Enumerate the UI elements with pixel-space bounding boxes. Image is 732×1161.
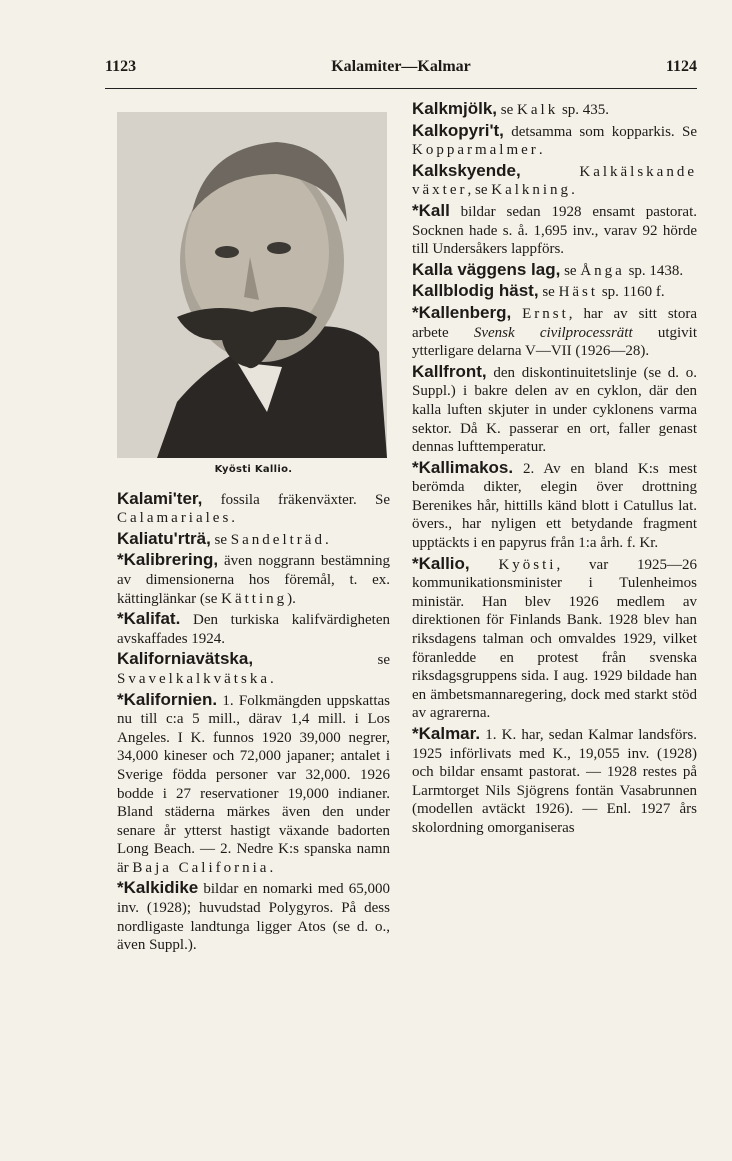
entry-kallimakos: *Kallimakos. 2. Av en bland K:s mest berömda dikter, elegin över drottning Berenikes hår, hittills känd blott i Catullus lat. övers., har nyligen ett betydande fragment upptäckts i en papyrus från 1:a årh. f. Kr. [412, 457, 697, 552]
right-column [412, 100, 697, 840]
entry-kallio: *Kallio, Kyösti, var 1925—26 kommunikationsminister i Tulenheimos ministär. Han blev 1926 medlem av direktionen för Finlands Bank. 1928 blev han riksdagens talman och omvaldes 1929, vilket föranledde en protest från svenska riksdagsgruppens sida. I aug. 1929 bildade han en ämbetsmannaregering, dock med starkt stöd av agrarerna. [412, 553, 698, 722]
entry-kalamiter: Kalami'ter, fossila fräkenväxter. Se Calamariales. [117, 488, 390, 527]
entry-kalkopyrit: Kalkopyri't, detsamma som kopparkis. Se Kopparmalmer. [412, 120, 697, 159]
entry-kalifat: *Kalifat. Den turkiska kalifvärdigheten avskaffades 1924. [117, 609, 390, 647]
page-number-left: 1123 [105, 58, 137, 75]
entry-kalla-vaggens-lag: Kalla väggens lag, se Ånga sp. 1438. [412, 259, 684, 279]
entry-kallfront: Kallfront, den diskontinuitetslinje (se d. o. Suppl.) i bakre delen av en cyklon, där den kalla luften skjuter in under cyklonens varma sektor. Då K. passerar en ort, faller genast dennas lufttemperatur. [412, 361, 697, 456]
entry-kalibrering: *Kalibrering, även noggrann bestämning av dimensionerna hos föremål, t. ex. kättinglänkar (se Kätting). [117, 550, 390, 607]
entry-kallenberg: *Kallenberg, Ernst, har av sitt stora arbete Svensk civilprocessrätt utgivit ytterligare delarna V—VII (1926—28). [412, 302, 698, 360]
entry-kallblodig-hast: Kallblodig häst, se Häst sp. 1160 f. [412, 281, 665, 301]
portrait-photo [117, 112, 387, 458]
portrait-illustration [117, 112, 387, 458]
entry-kalkidike: *Kalkidike bildar en nomarki med 65,000 inv. (1928); huvudstad Polygyros. På dess nordligaste landtunga ligger Atos (se d. o., även Suppl.). [117, 878, 390, 954]
page-number-right: 1124 [665, 58, 697, 75]
entry-kaliaturtra: Kaliatu'rträ, se Sandelträd. [117, 528, 329, 548]
entry-kalmar: *Kalmar. 1. K. har, sedan Kalmar landsförs. 1925 införlivats med K., 19,055 inv. (1928) och bildar ensamt pastorat. — 1928 restes på Larmtorget Nils Sjögrens fontän Vasabrunnen (modellen avtäckt 1926). — Enl. 1927 års skolordning omorganiseras [412, 724, 697, 836]
portrait-caption: Kyösti Kallio. [214, 464, 293, 475]
entry-kalkmjolk: Kalkmjölk, se Kalk sp. 435. [412, 99, 610, 118]
header-rule [105, 88, 697, 89]
running-title: Kalamiter—Kalmar [331, 58, 471, 75]
entry-kaliforniavatska: Kaliforniavätska, se Svavelkalkvätska. [117, 649, 390, 687]
entry-kalkskyende: Kalkskyende, Kalkälskande växter, se Kalkning. [412, 160, 697, 199]
left-column [117, 100, 390, 957]
entry-kalifornien: *Kalifornien. 1. Folkmängden uppskattas nu till c:a 5 mill., därav 1,4 mill. i Los Angeles. I K. funnos 1920 39,000 negrer, 34,000 kineser och 72,000 japaner; antalet i Sverige födda personer var 32,000. 1926 bodde i 27 reservationer 19,000 indianer. Bland städerna märkes även den under senare år ytterst hastigt växande badorten Long Beach. — 2. Nedre K:s spanska namn är Baja California. [117, 689, 390, 876]
page-header [105, 58, 697, 88]
entry-kall: *Kall bildar sedan 1928 ensamt pastorat. Socknen hade s. å. 1,695 inv., varav 92 hörde till Undersåkers lappförs. [412, 200, 697, 258]
